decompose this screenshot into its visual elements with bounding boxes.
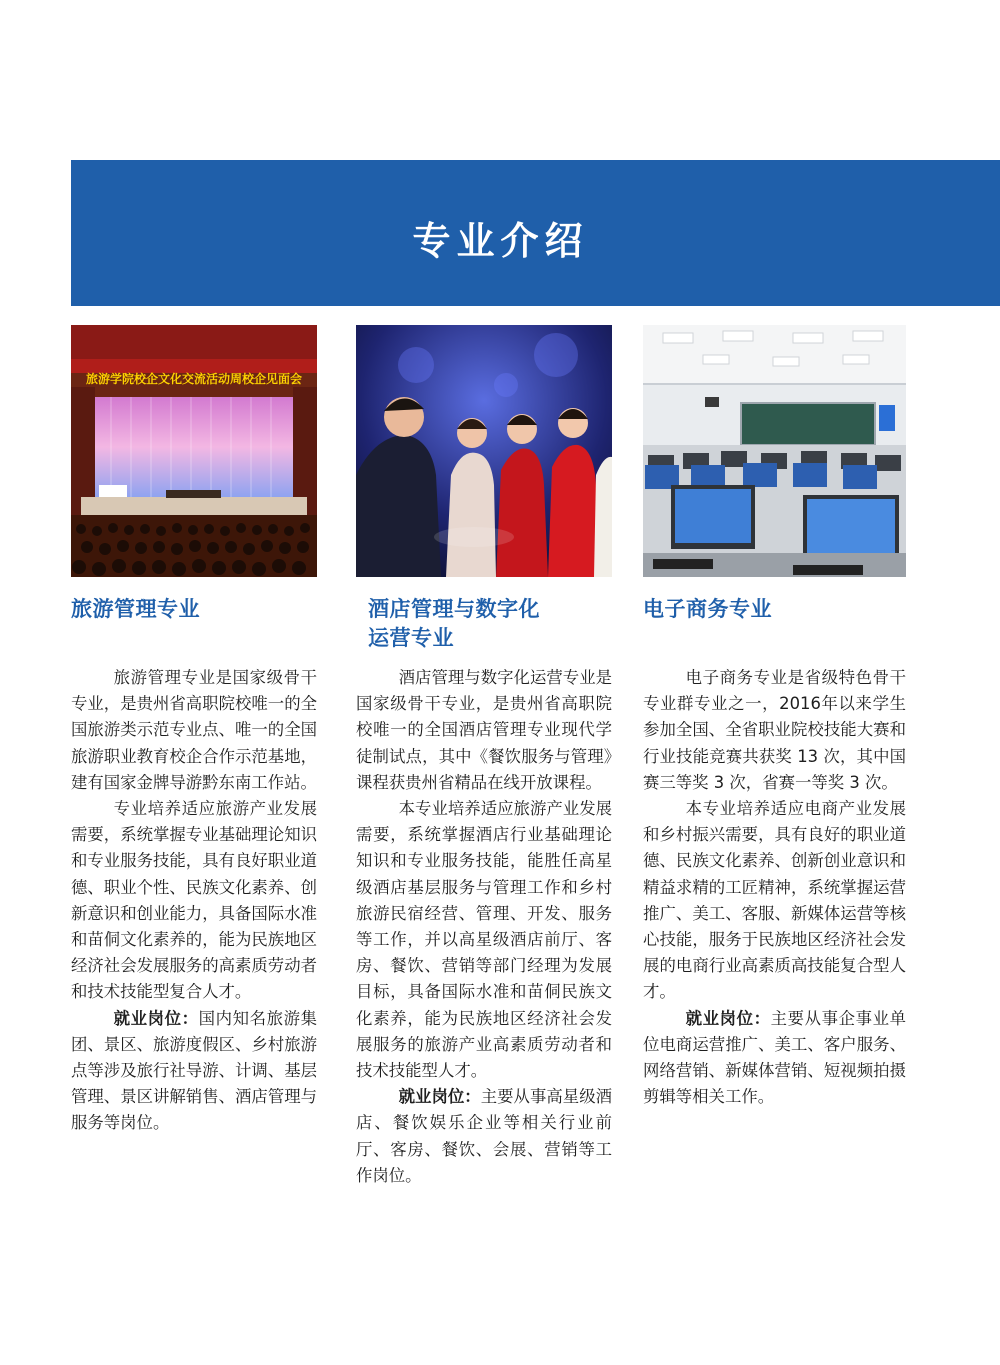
paragraph: 酒店管理与数字化运营专业是国家级骨干专业，是贵州省高职院校唯一的全国酒店管理专业现代学徒制试点，其中《餐饮服务与管理》课程获贵州省精品在线开放课程。 (356, 668, 612, 792)
column-title: 旅游管理专业 (71, 597, 200, 621)
photo-auditorium (71, 325, 317, 577)
photo-caption: 旅游学院校企文化交流活动周校企见面会 (85, 372, 303, 386)
photo-ceremony (356, 325, 612, 577)
paragraph: 电子商务专业是省级特色骨干专业群专业之一，2016年以来学生参加全国、全省职业院校技能大赛和行业技能竞赛共获奖 13 次，其中国赛三等奖 3 次，省赛一等奖 3 次。 (643, 668, 906, 792)
column-hotel (356, 325, 613, 1185)
column-ecommerce (643, 325, 907, 1107)
column-body (356, 665, 612, 1189)
job-paragraph (356, 1084, 612, 1189)
paragraph: 本专业培养适应旅游产业发展需要，系统掌握酒店行业基础理论知识和专业服务技能，能胜任高星级酒店基层服务与管理工作和乡村旅游民宿经营、管理、开发、服务等工作，并以高星级酒店前厅、客房、餐饮、营销等部门经理为发展目标，具备国际水准和苗侗民族文化素养，能为民族地区经济社会发展服务的旅游产业高素质劳动者和技术技能型人才。 (356, 799, 612, 1081)
column-title (356, 595, 612, 653)
column-tourism (71, 325, 318, 1133)
paragraph: 专业培养适应旅游产业发展需要，系统掌握专业基础理论知识和专业服务技能，具有良好职业道德、职业个性、民族文化素养、创新意识和创业能力，具备国际水准和苗侗文化素养的，能为民族地区经济社会发展服务的高素质劳动者和技术技能型复合人才。 (71, 799, 317, 1002)
photo-computer-lab (643, 325, 906, 577)
column-body (71, 665, 317, 1137)
column-title-line1: 酒店管理与数字化 (368, 597, 540, 621)
column-title: 电子商务专业 (643, 597, 772, 621)
column-title-line2: 运营专业 (368, 626, 454, 650)
job-text: 主要从事高星级酒店、餐饮娱乐企业等相关行业前厅、客房、餐饮、会展、营销等工作岗位。 (356, 1087, 613, 1185)
job-paragraph (71, 1006, 317, 1137)
paragraph: 本专业培养适应电商产业发展和乡村振兴需要，具有良好的职业道德、民族文化素养、创新创业意识和精益求精的工匠精神，系统掌握运营推广、美工、客服、新媒体运营等核心技能，服务于民族地区经济社会发展的电商行业高素质高技能复合型人才。 (643, 799, 906, 1002)
section-banner (71, 160, 1000, 306)
paragraph: 旅游管理专业是国家级骨干专业，是贵州省高职院校唯一的全国旅游类示范专业点、唯一的全国旅游职业教育校企合作示范基地，建有国家金牌导游黔东南工作站。 (71, 668, 317, 792)
section-title: 专业介绍 (412, 218, 589, 263)
job-paragraph (643, 1006, 906, 1111)
job-label: 就业岗位： (113, 1008, 199, 1028)
job-text: 主要从事企事业单位电商运营推广、美工、客户服务、网络营销、新媒体营销、短视频拍摄剪辑等相关工作。 (643, 1008, 907, 1107)
column-body (643, 665, 906, 1110)
job-label: 就业岗位： (398, 1087, 481, 1107)
job-label: 就业岗位： (685, 1008, 771, 1028)
job-text: 国内知名旅游集团、景区、旅游度假区、乡村旅游点等涉及旅行社导游、计调、基层管理、景区讲解销售、酒店管理与服务等岗位。 (71, 1008, 318, 1133)
